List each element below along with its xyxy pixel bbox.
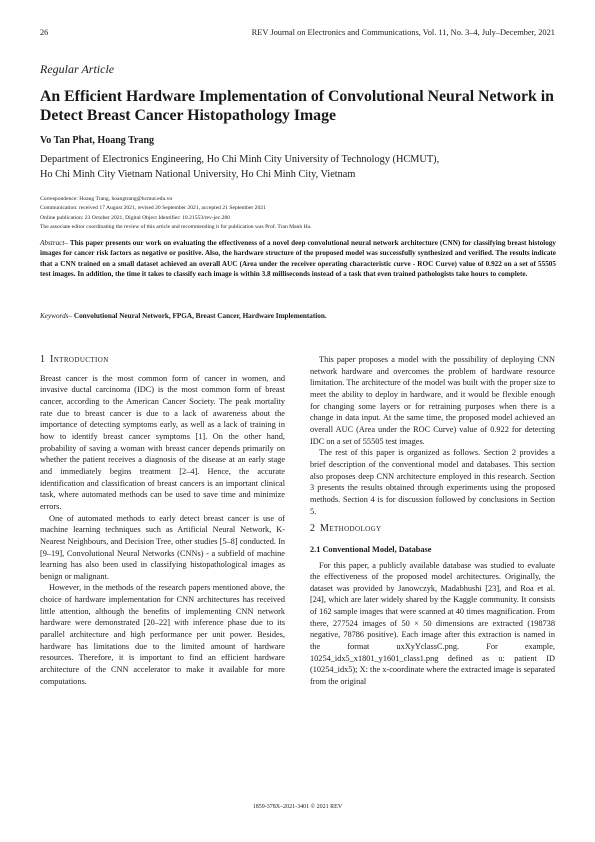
section-number: 1	[40, 354, 45, 365]
right-column	[310, 354, 555, 688]
abstract-label: Abstract–	[40, 239, 68, 247]
paper-title: An Efficient Hardware Implementation of Convolutional Neural Network in Detect Breast Cancer Histopathology Image	[40, 88, 554, 124]
intro-paragraph-1: Breast cancer is the most common form of cancer in women, and invasive ductal carcinoma (IDC) is the most common form of breast cancer, according to the American Cancer Society. The peak mortality rate due to breast cancer is due to a lack of awareness about the importance of detecting symptoms early, as well as a lack of training in how to identify breast cancer symptoms [1]. On the other hand, probability of saving a woman with breast cancer depends primarily on whether the patient receives a diagnosis of the disease at an early stage and immediately begins treatment [2–4]. Hence, the accurate identification and classification of breast cancers is an important clinical task, where automated methods can be used to save time and minimize errors.	[40, 373, 285, 511]
keywords	[40, 312, 556, 320]
abstract-text: This paper presents our work on evaluating the effectiveness of a novel deep convolutional neural network architecture (CNN) for classifying breast histology images for cancer risk factors as negative or positive. Also, the hardware structure of the proposed model was successfully synthesized and verified. The results indicate that a CNN trained on a small dataset achieved an overall AUC (Area under the receiver operating characteristic curve - ROC Curve) value of 0.922 on a set of 55505 test images. In addition, the time it takes to classify each image is within 3.8 milliseconds instead of a task that even trained pathologists take hours to complete.	[40, 239, 556, 278]
method-paragraph-1: For this paper, a publicly available database was studied to evaluate the effectiveness of the proposed model architectures. Originally, the dataset was provided by Janowczyk, Madabhushi [23], and Roa et al. [24], which are later widely shared by the Kaggle community. It consists of 162 sample images that were scanned at 40 times magnification. From there, 277524 images of 50 × 50 dimensions are extracted (198738 negative, 78786 positive). Each image after this extraction is named in the format uxXyYclassC.png. For example, 10254_idx5_x1801_y1601_class1.png defined as u: patient ID (10254_idx5); X: the x-coordinate where the extracted image is separated from the original	[310, 560, 555, 687]
section-title: Introduction	[50, 354, 109, 365]
section-heading-methodology	[310, 523, 555, 535]
journal-title: REV Journal on Electronics and Communications, Vol. 11, No. 3–4, July–December, 2021	[251, 28, 555, 37]
intro-paragraph-3: However, in the methods of the research papers mentioned above, the choice of hardware implementation for CNN architectures has received little attention, although the benefits of implementing CNN network hardware were demonstrated [20–22] with inference phase due to its parallel architecture and high performance per unit power. Besides, hardware has limitations due to the limited amount of hardware resources. Therefore, it is important to find an efficient hardware architecture of the CNN accelerator to make it available for more computations.	[40, 583, 285, 686]
communication-dates: Communication: received 17 August 2021, revised 20 September 2021, accepted 21 September 2021	[40, 205, 266, 212]
section-number: 2	[310, 523, 315, 535]
affiliation-line-2: Ho Chi Minh City Vietnam National University, Ho Chi Minh City, Vietnam	[40, 168, 356, 180]
abstract	[40, 238, 556, 279]
running-header	[40, 28, 555, 40]
intro-paragraph-4: This paper proposes a model with the possibility of deploying CNN network hardware and overcomes the problem of hardware resource limitation. The architecture of the model was built with the proper size to meet the ability to deploy in hardware, and it would be flexible enough for changing some layers or for retraining purposes when there is a change in data input. At the same time, the proposed model achieved an overall AUC (Area under the ROC Curve) value of 0.922 for detecting IDC on a set of 55505 test images.	[310, 355, 555, 446]
section-title: Methodology	[320, 523, 382, 535]
affiliation-line-1: Department of Electronics Engineering, Ho Chi Minh City University of Technology (HCMUT),	[40, 154, 440, 165]
keywords-label: Keywords–	[40, 312, 73, 320]
associate-editor: The associate editor coordinating the review of this article and recommending it for publication was Prof. Tran Manh Ha.	[40, 224, 312, 231]
page-footer: 1859-378X–2021-3401 © 2021 REV	[252, 804, 343, 810]
section-heading-introduction	[40, 354, 285, 366]
correspondence: Correspondence: Hoang Trang, hoangtrang@hcmut.edu.vn	[40, 196, 173, 202]
intro-paragraph-2: One of automated methods to early detect breast cancer is use of machine learning techniques such as Artificial Neural Network, K-Nearest Neighbours, and Decision Tree, other studies [5–8] conducted. In [9–19], Convolutional Neural Networks (CNNs) - a subfield of machine learning has also been used in classifying histopathological images as benign or malignant.	[40, 513, 285, 581]
keywords-text: Convolutional Neural Network, FPGA, Breast Cancer, Hardware Implementation.	[72, 312, 327, 320]
affiliation	[40, 153, 555, 182]
intro-paragraph-5: The rest of this paper is organized as follows. Section 2 provides a brief description of the conventional model and databases. This section also proposes deep CNN architecture employed in this research. Section 3 presents the results obtained through experiments using the proposed methods. Section 4 is for discussion followed by conclusions in Section 5.	[310, 448, 555, 516]
subsection-heading: 2.1 Conventional Model, Database	[310, 544, 432, 554]
left-column	[40, 354, 285, 687]
online-publication: Online publication: 23 October 2021, Digital Object Identifier: 10.21553/rev-jec.280	[40, 214, 230, 221]
page-number: 26	[40, 28, 49, 37]
article-metadata	[40, 195, 555, 233]
authors: Vo Tan Phat, Hoang Trang	[40, 135, 155, 146]
article-type: Regular Article	[40, 62, 115, 76]
